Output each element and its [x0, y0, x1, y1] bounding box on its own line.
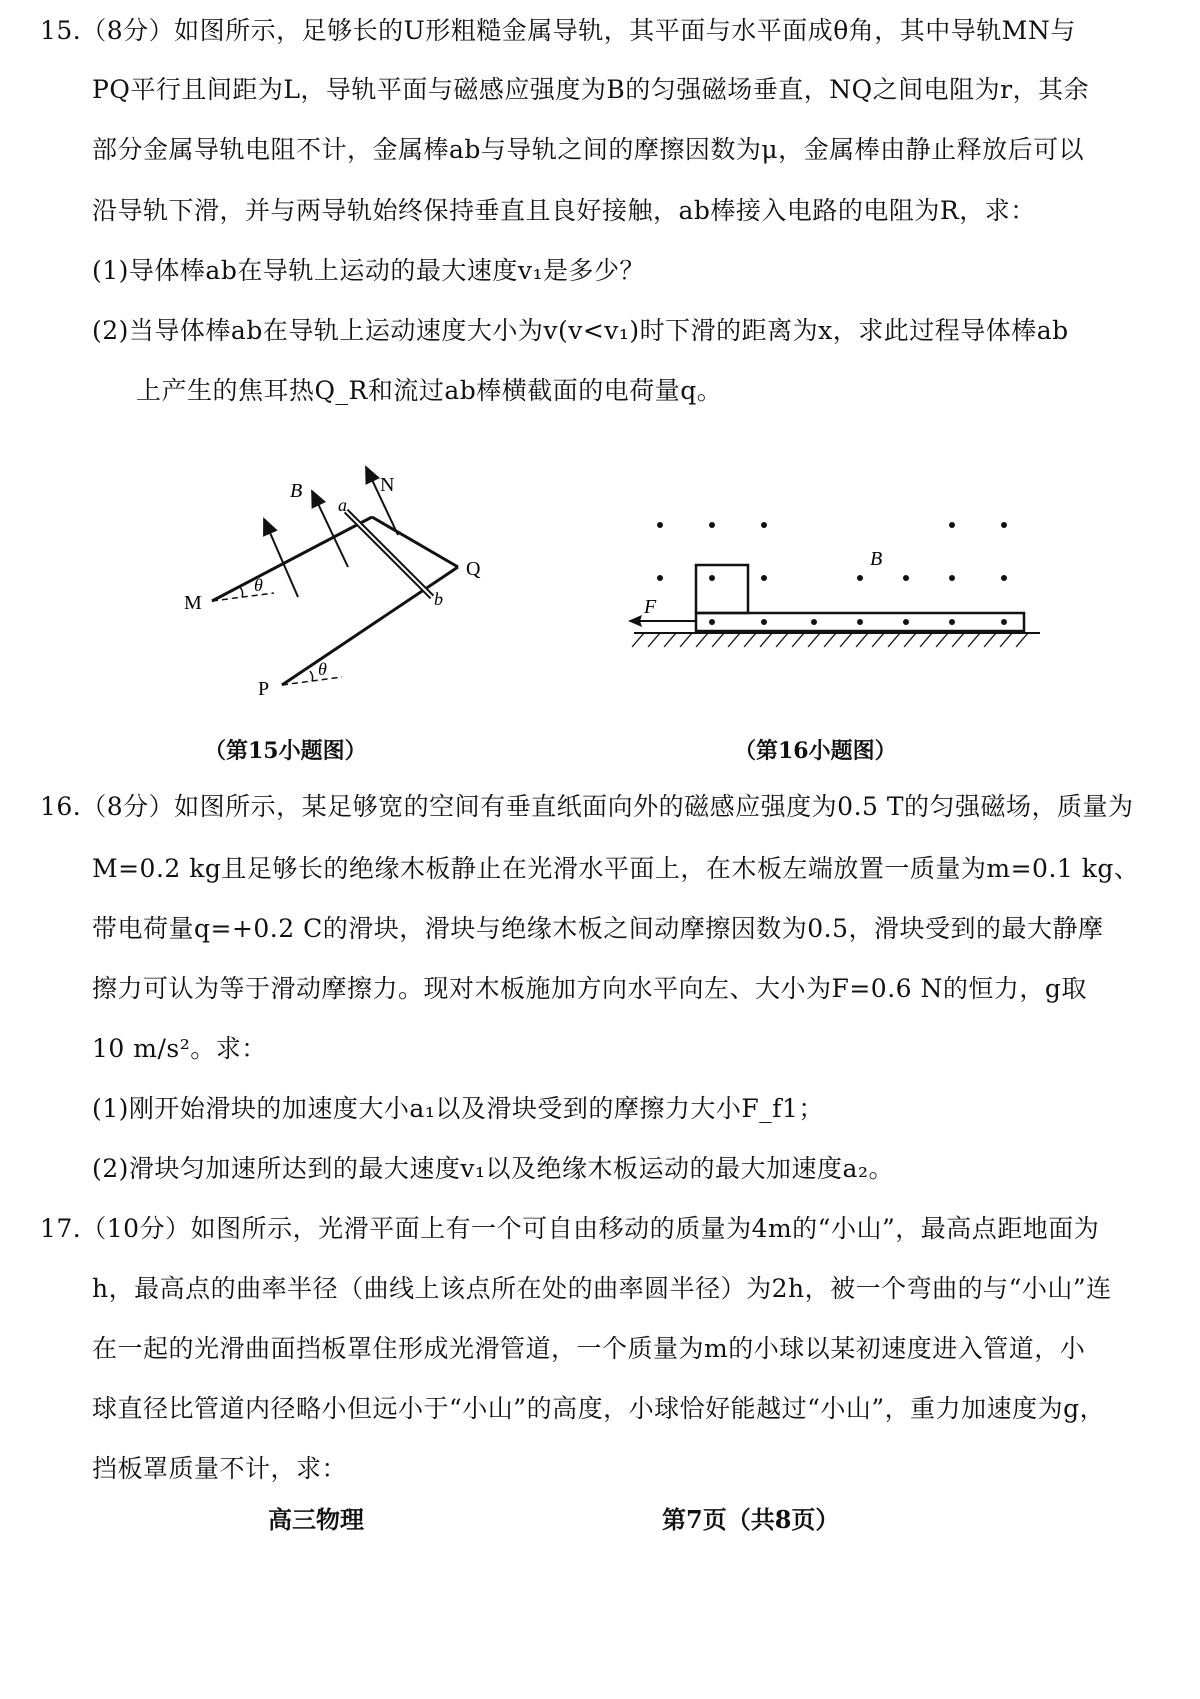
- q15-line-4: 沿导轨下滑，并与两导轨始终保持垂直且良好接触，ab棒接入电路的电阻为R，求：: [92, 196, 1036, 225]
- label-q: Q: [466, 558, 481, 580]
- rail-pq: [282, 567, 458, 685]
- q17-line-4: 球直径比管道内径略小但远小于“小山”的高度，小球恰好能越过“小山”，重力加速度为g，: [92, 1394, 1106, 1423]
- q15-subquestion-1: (1)导体棒ab在导轨上运动的最大速度v₁是多少？: [92, 256, 645, 285]
- footer-page-number: 第7页（共8页）: [662, 1505, 840, 1534]
- q16-line-5: 10 m/s²。求：: [92, 1034, 267, 1063]
- label-b-field-16: B: [870, 548, 883, 570]
- label-a: a: [338, 495, 347, 515]
- q17-line-2: h，最高点的曲率半径（曲线上该点所在处的曲率圆半径）为2h，被一个弯曲的与“小山”连: [92, 1274, 1112, 1303]
- q17-line-1: 17.（10分）如图所示，光滑平面上有一个可自由移动的质量为4m的“小山”，最高点距地面为: [40, 1214, 1100, 1243]
- q16-subquestion-2: (2)滑块匀加速所达到的最大速度v₁以及绝缘木板运动的最大加速度a₂。: [92, 1154, 894, 1183]
- label-p: P: [258, 678, 270, 700]
- q16-line-4: 擦力可认为等于滑动摩擦力。现对木板施加方向水平向左、大小为F=0.6 N的恒力，g取: [92, 974, 1087, 1003]
- q15-figure-caption: （第15小题图）: [204, 738, 367, 764]
- rail-mn: [212, 517, 372, 601]
- label-b-field: B: [290, 480, 303, 502]
- q16-subquestion-1: (1)刚开始滑块的加速度大小a₁以及滑块受到的摩擦力大小F_f1；: [92, 1094, 824, 1123]
- q15-subquestion-2-cont: 上产生的焦耳热Q_R和流过ab棒横截面的电荷量q。: [136, 376, 723, 405]
- label-m: M: [184, 592, 202, 614]
- b-field-dots: [657, 522, 1007, 581]
- rail-nq: [372, 517, 458, 567]
- label-b-end: b: [434, 589, 443, 609]
- q15-subquestion-2: (2)当导体棒ab在导轨上运动速度大小为v(v<v₁)时下滑的距离为x，求此过程导体棒ab: [92, 316, 1069, 345]
- q17-line-5: 挡板罩质量不计，求：: [92, 1454, 348, 1483]
- footer-subject: 高三物理: [268, 1505, 364, 1534]
- label-theta-m: θ: [254, 575, 263, 595]
- q15-line-2: PQ平行且间距为L，导轨平面与磁感应强度为B的匀强磁场垂直，NQ之间电阻为r，其余: [92, 75, 1090, 104]
- q16-board-diagram: [620, 495, 1070, 675]
- q17-line-3: 在一起的光滑曲面挡板罩住形成光滑管道，一个质量为m的小球以某初速度进入管道，小: [92, 1334, 1086, 1363]
- ground-hatching: [632, 633, 1028, 647]
- q16-line-2: M=0.2 kg且足够长的绝缘木板静止在光滑水平面上，在木板左端放置一质量为m=0.1 kg、: [92, 854, 1140, 883]
- q15-rail-diagram: [170, 455, 530, 705]
- label-theta-p: θ: [318, 659, 327, 679]
- q15-line-3: 部分金属导轨电阻不计，金属棒ab与导轨之间的摩擦因数为μ，金属棒由静止释放后可以: [92, 135, 1085, 164]
- q16-line-1: 16.（8分）如图所示，某足够宽的空间有垂直纸面向外的磁感应强度为0.5 T的匀强磁场，质量为: [40, 792, 1134, 821]
- slider-block: [696, 565, 748, 613]
- q16-line-3: 带电荷量q=+0.2 C的滑块，滑块与绝缘木板之间动摩擦因数为0.5，滑块受到的最大静摩: [92, 914, 1104, 943]
- label-f: F: [644, 596, 657, 618]
- q16-figure-caption: （第16小题图）: [734, 738, 897, 764]
- q15-line-1: 15.（8分）如图所示，足够长的U形粗糙金属导轨，其平面与水平面成θ角，其中导轨MN与: [40, 16, 1076, 45]
- label-n: N: [380, 474, 395, 496]
